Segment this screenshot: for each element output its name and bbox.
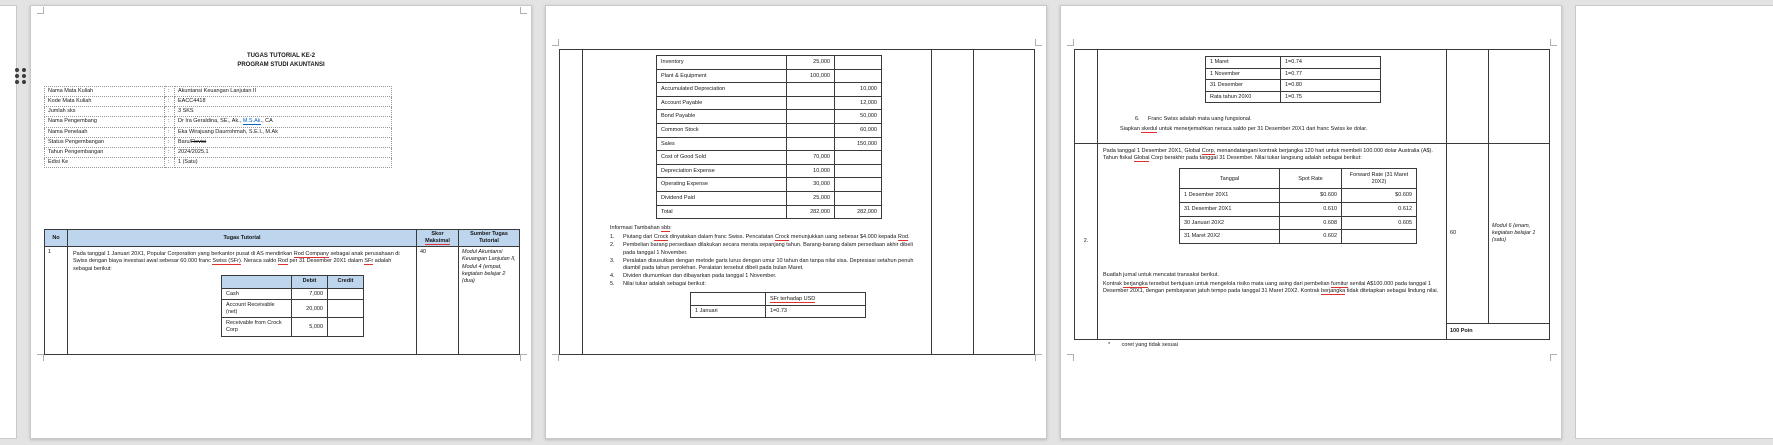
assignment-2-source: Modul 6 (enam, kegiatan belajar 1 (satu) [1489, 144, 1550, 324]
table-cell: Account Receivable (net) [222, 300, 292, 318]
margin-crop-mark [552, 354, 559, 361]
table-cell: Eka Wirajuang Daurrohmah, S.E.I., M.Ak [175, 127, 392, 137]
assignment-table-p3 [1074, 49, 1550, 340]
table-cell: 282,000 [787, 205, 835, 219]
table-cell: $0.609 [1342, 189, 1417, 203]
table-cell: 2024/2025.1 [175, 147, 392, 157]
text-run: Kontrak [1103, 280, 1124, 287]
table-cell [1342, 230, 1417, 244]
table-cell: 7,000 [292, 288, 328, 300]
drag-handle-icon[interactable] [15, 68, 26, 84]
doc-title-line-2: PROGRAM STUDI AKUNTANSI [237, 62, 325, 68]
list-item-3 [610, 258, 926, 272]
table-cell: Plant & Equipment [657, 69, 787, 83]
table-cell: 1 Maret [1206, 57, 1281, 69]
assignment-1-content [68, 247, 417, 355]
table-row [45, 107, 392, 117]
text-run: per 31 Desember 20X1 dalam [287, 258, 365, 265]
assignment-2-number: 2. [1075, 144, 1098, 340]
additional-info-heading [610, 225, 926, 232]
table-row [657, 205, 882, 219]
exchange-rate-table-p3 [1205, 56, 1381, 103]
table-cell [787, 123, 835, 137]
course-info-table [44, 86, 392, 168]
table-cell: 1=0.75 [1281, 91, 1381, 103]
table-row [657, 69, 882, 83]
score-column-cell [932, 50, 974, 355]
table-row [657, 178, 882, 192]
table-cell: 1=0.74 [1281, 57, 1381, 69]
table-cell: 60,000 [835, 123, 882, 137]
margin-crop-mark [1550, 39, 1557, 46]
source-column-cell [1489, 50, 1550, 144]
table-cell: Rata tahun 20X0 [1206, 91, 1281, 103]
table-row [657, 191, 882, 205]
table-cell: Depreciation Expense [657, 164, 787, 178]
text-run: Maksimal [425, 238, 450, 245]
table-cell: 30,000 [787, 178, 835, 192]
text-run: senilai A$100.000 pada tanggal 1 Desember 20X1, dengan pembayaran jatuh tempo pada tanggal 31 Maret 20X2. Kontrak [1103, 280, 1432, 295]
table-cell [328, 318, 364, 336]
table-row [45, 137, 392, 147]
text-run: Crock [653, 234, 669, 241]
table-cell: 282,000 [835, 205, 882, 219]
table-cell: Total [657, 205, 787, 219]
table-cell: : [165, 157, 175, 167]
assignment-1-content-end [1098, 50, 1447, 144]
list-number: 5. [610, 281, 615, 288]
text-run: Baru/ [178, 138, 192, 145]
assignment-1-source: Modul Akuntansi Keuangan Lanjutan II, Modul 4 (empat, kegiatan belajar 2 (dua) [459, 247, 520, 355]
table-cell: Cash [222, 288, 292, 300]
table-cell [222, 275, 292, 288]
margin-crop-mark [1067, 354, 1074, 361]
col-header-spot-rate: Spot Rate [1280, 169, 1342, 189]
text-run: Buatlah jurnal untuk mencatat transaksi berikut. [1103, 271, 1219, 278]
exchange-rate-table-p2 [690, 292, 866, 318]
score-column-cell [1447, 50, 1489, 144]
table-cell: Cost of Good Sold [657, 151, 787, 165]
table-cell [691, 293, 766, 306]
list-item-2 [610, 242, 926, 256]
text-run: furnitur [1331, 280, 1349, 287]
table-cell: : [165, 107, 175, 117]
table-cell: 25,000 [787, 56, 835, 70]
doc-title [31, 52, 531, 70]
table-cell [835, 191, 882, 205]
table-cell: 0.605 [1342, 216, 1417, 230]
text-run: untuk menerjemahkan neraca saldo per 31 Desember 20X1 dari franc Swiss ke dolar. [1157, 125, 1368, 132]
page-1 [30, 5, 532, 439]
assignment-2-text [1103, 148, 1441, 162]
table-cell [835, 178, 882, 192]
text-run: Skor [431, 231, 444, 237]
table-row [657, 151, 882, 165]
text-run: Peralatan disusutkan dengan metode garis lurus dengan umur 10 tahun dan tanpa nilai sisa. Depresiasi setahun penuh diambil pada tahun perolehan. Peralatan tersebut dibeli pada bulan Maret. [623, 257, 914, 271]
text-run: ., CA [260, 118, 273, 125]
text-run: berjangka [1321, 288, 1346, 295]
table-cell: Sales [657, 137, 787, 151]
footnote-asterisk: * [1108, 342, 1111, 348]
text-run: tidak ditetapkan sebagai lindung nilai. [1345, 288, 1439, 295]
table-row [1206, 57, 1381, 69]
no-column-cell [560, 50, 583, 355]
table-cell [787, 137, 835, 151]
page-2 [545, 5, 1047, 439]
table-row [45, 87, 392, 97]
list-text [623, 258, 926, 272]
margin-crop-mark [552, 39, 559, 46]
table-row [1206, 91, 1381, 103]
col-header-debit: Debit [292, 275, 328, 288]
text-run: Dr Ira Geraldina, SE., Ak., [178, 118, 243, 125]
assignment-table-header [45, 230, 520, 247]
text-run: SFr terhadap USD [770, 295, 816, 302]
assignment-2-note [1103, 281, 1441, 295]
table-row [691, 293, 866, 306]
table-cell: 1 Desember 20X1 [1180, 189, 1280, 203]
margin-crop-mark [1035, 39, 1042, 46]
text-run: Siapkan [1120, 125, 1142, 132]
table-cell: 10,000 [787, 164, 835, 178]
text-run: dinyatakan dalam franc Swiss. Pencatatan [668, 234, 775, 241]
assignment-1-number: 1 [45, 247, 68, 355]
table-cell: Tahun Pengembangan [45, 147, 165, 157]
margin-crop-mark [520, 7, 527, 14]
page-4-blank [1575, 5, 1773, 439]
margin-crop-mark [1035, 354, 1042, 361]
table-row [1180, 169, 1417, 189]
footnote [1108, 342, 1178, 349]
table-cell: : [165, 87, 175, 97]
list-item-1 [610, 234, 926, 241]
text-run: Swiss (SFr) [212, 258, 241, 265]
assignment-2-content [1098, 144, 1447, 340]
text-run: sebagai anak perusahaan di Swiss dengan biaya investasi awal sebesar 60.000 franc [73, 251, 400, 265]
text-run: Revisi [191, 138, 207, 145]
table-row [222, 300, 364, 318]
text-run: Pada tanggal 1 Desember 20X1, Global [1103, 148, 1202, 154]
text-run: Rod [277, 258, 288, 265]
table-cell: Nama Mata Kuliah [45, 87, 165, 97]
list-number: 1. [610, 234, 615, 241]
table-cell: Dividend Paid [657, 191, 787, 205]
assignment-row-2 [1075, 144, 1550, 324]
table-row [45, 97, 392, 107]
text-run: Nilai tukar adalah sebagai berikut: [623, 281, 706, 288]
text-run: Pada tanggal 1 Januari 20X1, Popular Corporation yang berkantor pusat di AS mendirikan [73, 251, 294, 258]
margin-crop-mark [1550, 354, 1557, 361]
table-row [1206, 68, 1381, 80]
table-cell: 31 Desember [1206, 80, 1281, 92]
page-3 [1060, 5, 1562, 439]
col-header-no: No [45, 230, 68, 247]
text-run: Pembelian barang persediaan dilakukan secara merata sepanjang tahun. Barang-barang dalam persediaan akhir dibeli pada tanggal 1 November. [623, 242, 913, 256]
text-run: Corp, [1201, 148, 1216, 154]
text-run: . [908, 234, 910, 241]
table-cell: 0.608 [1280, 216, 1342, 230]
table-cell: Operating Expense [657, 178, 787, 192]
col-header-source: Sumber Tugas Tutorial [459, 230, 520, 247]
hyperlink[interactable]: M.S.Ak [242, 118, 261, 125]
list-text [623, 234, 926, 241]
table-cell: Edisi Ke [45, 157, 165, 167]
margin-crop-mark [37, 354, 44, 361]
table-cell: 50,000 [835, 110, 882, 124]
table-cell: Inventory [657, 56, 787, 70]
table-cell: 0.610 [1280, 203, 1342, 217]
text-run: SFr [364, 258, 374, 265]
table-row [1206, 80, 1381, 92]
table-cell: 1 (Satu) [175, 157, 392, 167]
table-cell [328, 300, 364, 318]
table-row [657, 137, 882, 151]
assignment-row-1 [45, 247, 520, 355]
col-header-tanggal: Tanggal [1180, 169, 1280, 189]
table-row [657, 56, 882, 70]
table-cell: : [165, 97, 175, 107]
table-cell [787, 110, 835, 124]
text-run: Rod [897, 234, 908, 241]
col-header-forward-rate: Forward Rate (31 Maret 20X2) [1342, 169, 1417, 189]
table-cell [787, 96, 835, 110]
col-header-credit: Credit [328, 275, 364, 288]
table-cell: 20,000 [292, 300, 328, 318]
list-number: 2. [610, 242, 615, 249]
table-row [657, 110, 882, 124]
col-header-sfr-usd [766, 293, 866, 306]
table-cell: Accumulated Depreciation [657, 83, 787, 97]
margin-crop-mark [1067, 39, 1074, 46]
list-item-5 [610, 281, 926, 288]
no-column-cell [1075, 50, 1098, 144]
list-text [623, 242, 926, 256]
table-cell: 1=0.73 [766, 306, 866, 318]
trial-balance-table-p1 [221, 275, 364, 337]
assignment-1-score: 40 [417, 247, 459, 355]
text-run: tersebut bertujuan untuk mengelola risiko mata uang asing dari pembelian [1147, 280, 1332, 287]
table-row [657, 83, 882, 97]
assignment-table-p1 [44, 229, 520, 355]
table-cell [175, 117, 392, 127]
table-row [222, 318, 364, 336]
table-row [691, 306, 866, 318]
table-cell: 31 Desember 20X1 [1180, 203, 1280, 217]
table-row [657, 96, 882, 110]
table-cell [835, 151, 882, 165]
table-cell: : [165, 127, 175, 137]
assignment-table-p2 [559, 49, 1035, 355]
forward-rate-table [1179, 168, 1417, 244]
table-row [1180, 203, 1417, 217]
table-cell: 12,000 [835, 96, 882, 110]
table-cell [175, 137, 392, 147]
text-run: Informasi Tambahan [610, 225, 662, 232]
table-cell: : [165, 147, 175, 157]
list-text [623, 273, 926, 280]
text-run: Global [1133, 155, 1150, 162]
table-row [1180, 189, 1417, 203]
table-cell: 70,000 [787, 151, 835, 165]
table-cell: 1 Januari [691, 306, 766, 318]
table-cell: 30 Januari 20X2 [1180, 216, 1280, 230]
table-row [222, 288, 364, 300]
table-cell: 150,000 [835, 137, 882, 151]
table-cell: Status Pengembangan [45, 137, 165, 147]
table-cell: 25,000 [787, 191, 835, 205]
text-run: menunjukkan uang sebesar $4.000 kepada [789, 234, 898, 241]
table-row [1180, 230, 1417, 244]
source-column-cell [974, 50, 1035, 355]
list-text [623, 281, 926, 288]
margin-crop-mark [520, 354, 527, 361]
table-cell: Akuntansi Keuangan Lanjutan II [175, 87, 392, 97]
table-cell: Jumlah sks [45, 107, 165, 117]
text-run: Crock [774, 234, 790, 241]
table-cell: 3 SKS [175, 107, 392, 117]
text-run: sbb [661, 225, 671, 232]
table-cell: : [165, 117, 175, 127]
text-run: Franc Swiss adalah mata uang fungsional. [1148, 116, 1252, 123]
list-text [1148, 116, 1441, 123]
table-row [1180, 216, 1417, 230]
table-cell: Receivable from Crock Corp [222, 318, 292, 336]
assignment-2-score: 60 [1447, 144, 1489, 324]
table-cell: Bond Payable [657, 110, 787, 124]
table-cell: 100,000 [787, 69, 835, 83]
table-cell: 1 November [1206, 68, 1281, 80]
text-run: Rod Company [293, 251, 329, 258]
table-cell: Account Payable [657, 96, 787, 110]
list-number: 6. [1135, 116, 1140, 123]
table-row [45, 147, 392, 157]
table-row [45, 117, 392, 127]
col-header-task: Tugas Tutorial [68, 230, 417, 247]
table-cell: 10,000 [835, 83, 882, 97]
table-cell: $0.600 [1280, 189, 1342, 203]
table-row [657, 123, 882, 137]
table-cell: 0.612 [1342, 203, 1417, 217]
table-cell: Kode Mata Kuliah [45, 97, 165, 107]
text-run: menandatangani kontrak berjangka 120 hari untuk membeli 100.000 dolar Australia (A$). Tahun fiskal [1103, 148, 1433, 162]
table-cell: 31 Maret 20X2 [1180, 230, 1280, 244]
item-6-instruction [1120, 126, 1441, 133]
margin-crop-mark [37, 7, 44, 14]
table-cell: Nama Penelaah [45, 127, 165, 137]
table-row [45, 157, 392, 167]
text-run: skedul [1141, 125, 1158, 132]
table-cell [835, 164, 882, 178]
text-run: adalah sebagai berikut: [73, 258, 392, 272]
assignment-1-content-continued [583, 50, 932, 355]
list-item-6 [1135, 116, 1441, 123]
assignment-row-1-end [1075, 50, 1550, 144]
table-cell: : [165, 137, 175, 147]
col-header-score [417, 230, 459, 247]
table-cell: 0.602 [1280, 230, 1342, 244]
text-run: Piutang dari [623, 234, 654, 241]
assignment-1-text [73, 251, 411, 272]
table-cell [787, 83, 835, 97]
list-item-4 [610, 273, 926, 280]
table-cell: 5,000 [292, 318, 328, 336]
trial-balance-table-p2 [656, 55, 882, 219]
table-row [45, 127, 392, 137]
list-number: 3. [610, 257, 615, 264]
table-cell [835, 56, 882, 70]
footnote-text: coret yang tidak sesuai [1121, 342, 1178, 348]
text-run: . Neraca saldo [240, 258, 278, 265]
text-run: Corp berakhir pada tanggal 31 Desember. Nilai tukar langsung adalah sebagai berikut: [1149, 155, 1362, 162]
text-run: : [670, 225, 672, 232]
text-run: berjangka [1123, 280, 1148, 287]
total-score: 100 Poin [1447, 324, 1550, 340]
assignment-2-instruction [1103, 272, 1441, 279]
table-cell: Common Stock [657, 123, 787, 137]
assignment-row-1-continued [560, 50, 1035, 355]
table-row [222, 275, 364, 288]
list-number: 4. [610, 272, 615, 279]
table-cell: Nama Pengembang [45, 117, 165, 127]
table-row [657, 164, 882, 178]
table-cell [835, 69, 882, 83]
table-cell [328, 288, 364, 300]
table-cell: 1=0.80 [1281, 80, 1381, 92]
text-run: Dividen diumumkan dan dibayarkan pada tanggal 1 November. [623, 272, 777, 279]
table-cell: 1=0.77 [1281, 68, 1381, 80]
doc-title-line-1: TUGAS TUTORIAL KE-2 [246, 53, 316, 59]
table-cell: EACC4418 [175, 97, 392, 107]
